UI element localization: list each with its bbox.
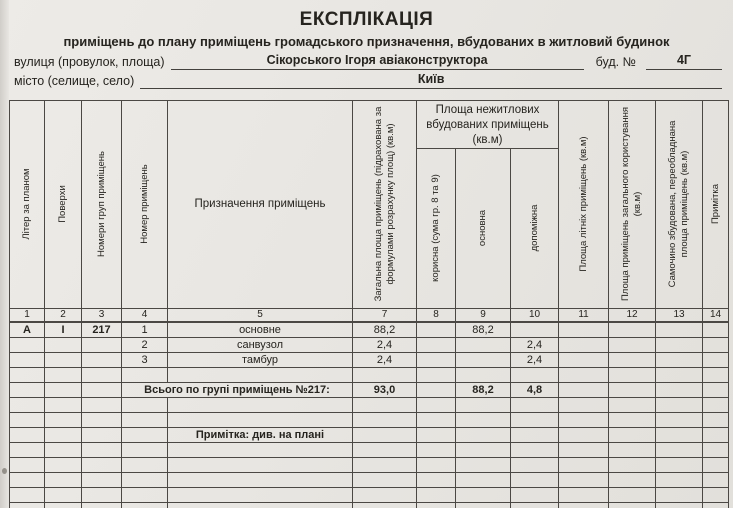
col-header-main-area: основна [456, 148, 511, 308]
body-cell [82, 382, 122, 397]
body-cell [353, 487, 417, 502]
table-row [10, 367, 729, 382]
body-cell [656, 502, 703, 508]
body-cell [609, 352, 656, 367]
body-cell [456, 412, 511, 427]
body-cell [609, 427, 656, 442]
column-number: 7 [353, 308, 417, 322]
body-cell: 93,0 [353, 382, 417, 397]
street-line [14, 53, 722, 70]
street-value: Сікорського Ігоря авіаконструктора [171, 53, 584, 70]
table-row [10, 352, 729, 367]
table-row [10, 322, 729, 338]
body-cell [122, 367, 168, 382]
body-cell: 1 [122, 322, 168, 338]
body-cell [82, 337, 122, 352]
body-cell [417, 352, 456, 367]
body-cell [511, 322, 559, 338]
body-cell [82, 472, 122, 487]
body-cell [456, 472, 511, 487]
body-cell [456, 367, 511, 382]
body-cell: 217 [82, 322, 122, 338]
body-cell [559, 487, 609, 502]
body-cell [703, 337, 729, 352]
body-cell [82, 442, 122, 457]
body-cell [45, 412, 82, 427]
body-cell [353, 457, 417, 472]
body-cell: тамбур [168, 352, 353, 367]
body-cell [82, 412, 122, 427]
note-row [10, 427, 729, 442]
body-cell [656, 322, 703, 338]
body-cell [559, 352, 609, 367]
body-cell [511, 412, 559, 427]
body-cell [417, 382, 456, 397]
body-cell [559, 442, 609, 457]
body-cell [656, 442, 703, 457]
body-cell [122, 397, 168, 412]
city-value: Київ [140, 72, 722, 89]
body-cell [703, 457, 729, 472]
body-cell [417, 337, 456, 352]
body-cell [559, 502, 609, 508]
body-cell: 2 [122, 337, 168, 352]
city-line [14, 72, 722, 89]
body-cell [703, 367, 729, 382]
body-cell [559, 322, 609, 338]
body-cell [559, 367, 609, 382]
body-cell [656, 367, 703, 382]
body-cell [417, 397, 456, 412]
table-row [10, 442, 729, 457]
body-cell [168, 472, 353, 487]
body-cell: 88,2 [456, 382, 511, 397]
body-cell [703, 442, 729, 457]
body-cell [353, 412, 417, 427]
column-number: 11 [559, 308, 609, 322]
body-cell [122, 427, 168, 442]
body-cell [168, 412, 353, 427]
body-cell [559, 472, 609, 487]
body-cell: 2,4 [511, 337, 559, 352]
body-cell [417, 367, 456, 382]
body-cell [703, 427, 729, 442]
body-cell: основне [168, 322, 353, 338]
body-cell [45, 382, 82, 397]
scan-speck [2, 468, 7, 474]
body-cell [82, 352, 122, 367]
body-cell [703, 382, 729, 397]
body-cell [656, 457, 703, 472]
table-row [10, 337, 729, 352]
column-number: 10 [511, 308, 559, 322]
body-cell [609, 322, 656, 338]
body-cell [417, 412, 456, 427]
group-header-nonresidential-area: Площа нежитлових вбудованих приміщень (кв.м) [417, 101, 559, 149]
table-row [10, 412, 729, 427]
column-number: 8 [417, 308, 456, 322]
body-cell [82, 457, 122, 472]
body-cell [609, 382, 656, 397]
street-label: вулиця (провулок, площа) [14, 55, 165, 69]
body-cell [82, 397, 122, 412]
body-cell [609, 337, 656, 352]
body-cell [10, 487, 45, 502]
body-cell: санвузол [168, 337, 353, 352]
body-cell [168, 397, 353, 412]
body-cell [10, 352, 45, 367]
body-cell [456, 397, 511, 412]
body-cell [656, 337, 703, 352]
body-cell [511, 427, 559, 442]
body-cell [45, 397, 82, 412]
body-cell [168, 367, 353, 382]
body-cell [353, 367, 417, 382]
body-cell [703, 502, 729, 508]
body-cell [511, 442, 559, 457]
col-header-total-area: Загальна площа приміщень (підрахована за формулами розрахунку площ) (кв.м) [353, 101, 417, 309]
body-cell [417, 322, 456, 338]
body-cell [122, 412, 168, 427]
body-cell [45, 457, 82, 472]
body-cell [122, 457, 168, 472]
column-number: 3 [82, 308, 122, 322]
document-title: ЕКСПЛІКАЦІЯ [299, 9, 434, 30]
body-cell [10, 337, 45, 352]
body-cell [10, 412, 45, 427]
body-cell [511, 397, 559, 412]
building-value: 4Г [646, 53, 722, 70]
explication-table [9, 100, 729, 508]
body-cell [609, 502, 656, 508]
body-cell: Примітка: див. на плані [168, 427, 353, 442]
body-cell [353, 397, 417, 412]
body-cell [45, 367, 82, 382]
body-cell [45, 472, 82, 487]
col-header-room-number: Номер приміщень [122, 101, 168, 309]
body-cell [609, 457, 656, 472]
body-cell [82, 502, 122, 508]
body-cell [656, 487, 703, 502]
body-cell [82, 487, 122, 502]
table-row [10, 472, 729, 487]
body-cell [559, 337, 609, 352]
body-cell [45, 337, 82, 352]
body-cell [168, 457, 353, 472]
building-label: буд. № [595, 55, 636, 69]
body-cell [609, 397, 656, 412]
body-cell [609, 487, 656, 502]
body-cell [82, 427, 122, 442]
body-cell [45, 352, 82, 367]
body-cell [456, 457, 511, 472]
body-cell [609, 472, 656, 487]
body-cell [703, 352, 729, 367]
body-cell [417, 487, 456, 502]
column-number: 13 [656, 308, 703, 322]
body-cell [456, 442, 511, 457]
body-cell [656, 412, 703, 427]
body-cell [609, 367, 656, 382]
body-cell [10, 442, 45, 457]
body-cell [609, 412, 656, 427]
body-cell [168, 502, 353, 508]
body-cell: А [10, 322, 45, 338]
total-row [10, 382, 729, 397]
body-cell [703, 322, 729, 338]
body-cell: І [45, 322, 82, 338]
body-cell [703, 412, 729, 427]
body-cell [656, 472, 703, 487]
column-number: 12 [609, 308, 656, 322]
body-cell [45, 442, 82, 457]
body-cell [456, 337, 511, 352]
column-number: 14 [703, 308, 729, 322]
body-cell [609, 442, 656, 457]
table-row [10, 397, 729, 412]
city-label: місто (селище, село) [14, 74, 135, 88]
body-cell [511, 472, 559, 487]
table-row [10, 487, 729, 502]
body-cell [703, 487, 729, 502]
column-numbers-row [10, 308, 729, 322]
body-cell [168, 442, 353, 457]
col-header-liter: Літер за планом [10, 101, 45, 309]
body-cell [417, 472, 456, 487]
body-cell [511, 502, 559, 508]
body-cell [10, 502, 45, 508]
body-cell [456, 427, 511, 442]
document-subtitle: приміщень до плану приміщень громадського призначення, вбудованих в житловий будинок [63, 34, 670, 49]
column-number: 9 [456, 308, 511, 322]
table-body [10, 322, 729, 508]
body-cell [122, 502, 168, 508]
body-cell [353, 442, 417, 457]
body-cell [703, 472, 729, 487]
body-cell: Всього по групі приміщень №217: [122, 382, 353, 397]
body-cell [168, 487, 353, 502]
body-cell [45, 502, 82, 508]
col-header-summer-area: Площа літніх приміщень (кв.м) [559, 101, 609, 309]
body-cell [122, 487, 168, 502]
body-cell: 88,2 [456, 322, 511, 338]
body-cell [511, 487, 559, 502]
body-cell [656, 382, 703, 397]
table-row [10, 457, 729, 472]
body-cell [511, 367, 559, 382]
body-cell [353, 472, 417, 487]
body-cell [456, 487, 511, 502]
column-number: 4 [122, 308, 168, 322]
column-number: 1 [10, 308, 45, 322]
column-number: 2 [45, 308, 82, 322]
col-header-unauthorized-area: Самочино збудована, переобладнана площа приміщень (кв.м) [656, 101, 703, 309]
body-cell [10, 472, 45, 487]
table-row [10, 502, 729, 508]
body-cell [45, 427, 82, 442]
body-cell [45, 487, 82, 502]
header-row-1 [10, 101, 729, 149]
body-cell [417, 427, 456, 442]
body-cell: 2,4 [353, 352, 417, 367]
body-cell [417, 442, 456, 457]
body-cell [559, 427, 609, 442]
body-cell [559, 457, 609, 472]
body-cell: 3 [122, 352, 168, 367]
body-cell [353, 427, 417, 442]
col-header-auxiliary-area: допоміжна [511, 148, 559, 308]
col-header-floors: Поверхи [45, 101, 82, 309]
body-cell [82, 367, 122, 382]
body-cell [10, 382, 45, 397]
body-cell [559, 382, 609, 397]
body-cell [559, 397, 609, 412]
body-cell [10, 367, 45, 382]
col-header-purpose: Призначення приміщень [168, 101, 353, 309]
body-cell [417, 457, 456, 472]
body-cell [10, 427, 45, 442]
body-cell [10, 397, 45, 412]
body-cell [511, 457, 559, 472]
body-cell: 2,4 [511, 352, 559, 367]
body-cell [353, 502, 417, 508]
body-cell [417, 502, 456, 508]
body-cell [10, 457, 45, 472]
body-cell [559, 412, 609, 427]
col-header-useful-area: корисна (сума гр. 8 та 9) [417, 148, 456, 308]
body-cell [456, 502, 511, 508]
body-cell [656, 427, 703, 442]
column-number: 5 [168, 308, 353, 322]
body-cell [122, 472, 168, 487]
col-header-remark: Примітка [703, 101, 729, 309]
col-header-common-area: Площа приміщень загального користування (кв.м) [609, 101, 656, 309]
body-cell: 88,2 [353, 322, 417, 338]
body-cell [703, 397, 729, 412]
body-cell: 2,4 [353, 337, 417, 352]
body-cell [656, 397, 703, 412]
body-cell [122, 442, 168, 457]
body-cell [456, 352, 511, 367]
col-header-group-numbers: Номери груп приміщень [82, 101, 122, 309]
body-cell [656, 352, 703, 367]
body-cell: 4,8 [511, 382, 559, 397]
